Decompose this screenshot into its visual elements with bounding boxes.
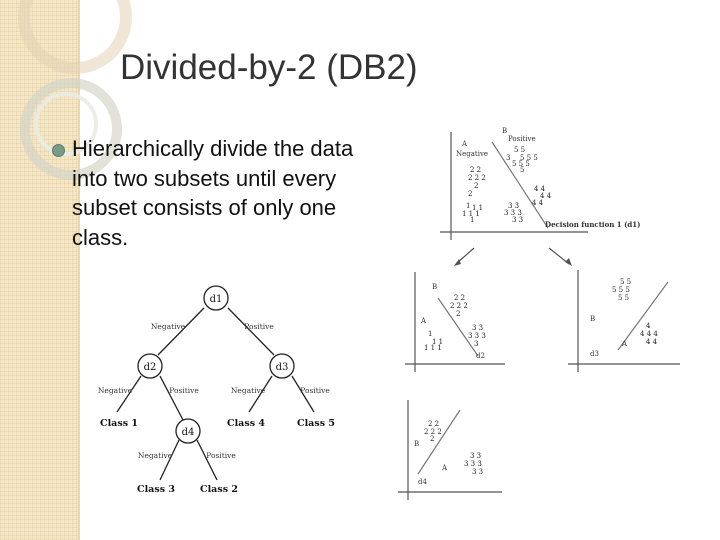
svg-text:4 4: 4 4: [532, 199, 544, 207]
leaf-class-2: Class 2: [200, 484, 238, 495]
d4-label-decision: d4: [418, 478, 427, 486]
svg-text:3 3: 3 3: [508, 202, 520, 210]
svg-text:5 5: 5 5: [514, 146, 526, 154]
svg-text:4: 4: [646, 322, 651, 330]
svg-text:1: 1: [466, 202, 471, 210]
svg-text:2 2: 2 2: [470, 166, 482, 174]
d2-label-decision: d2: [476, 352, 485, 360]
svg-text:2: 2: [456, 310, 461, 318]
d3-label-decision: d3: [590, 350, 599, 358]
scatter-markers: [424, 146, 658, 476]
svg-text:3 3 3: 3 3 3: [464, 460, 482, 468]
svg-text:2 2 2: 2 2 2: [424, 428, 442, 436]
main-decision-label: Decision function 1 (d1): [545, 220, 641, 229]
d2-label-b: B: [432, 283, 438, 291]
svg-text:5 5 5: 5 5 5: [612, 286, 630, 294]
svg-text:5: 5: [520, 166, 525, 174]
d2-label-a: A: [421, 317, 427, 325]
d4-label-a: A: [442, 464, 448, 472]
svg-text:1 1: 1 1: [432, 338, 444, 346]
node-d4: d4: [181, 427, 195, 438]
slide-title: Divided-by-2 (DB2): [120, 48, 418, 87]
svg-text:3: 3: [506, 154, 511, 162]
leaf-class-4: Class 4: [227, 418, 265, 429]
svg-text:5 5: 5 5: [620, 278, 632, 286]
svg-text:1 1 1: 1 1 1: [462, 210, 480, 218]
edge-d1-positive: Positive: [244, 322, 274, 331]
svg-text:2: 2: [468, 190, 473, 198]
svg-text:2 2: 2 2: [454, 294, 466, 302]
svg-text:1: 1: [428, 330, 433, 338]
svg-text:2 2 2: 2 2 2: [468, 174, 486, 182]
d3-label-b: B: [590, 315, 596, 323]
svg-text:3 3 3: 3 3 3: [468, 332, 486, 340]
main-label-a: A: [462, 140, 468, 148]
svg-text:3 3: 3 3: [472, 324, 484, 332]
edge-d3-negative: Negative: [230, 386, 266, 395]
leaf-class-3: Class 3: [137, 484, 175, 495]
d3-label-a: A: [622, 340, 628, 348]
svg-text:4 4: 4 4: [540, 192, 552, 200]
edge-d4-negative: Negative: [137, 451, 173, 460]
svg-text:2: 2: [430, 435, 435, 443]
svg-text:5 5 5: 5 5 5: [512, 160, 530, 168]
svg-text:1: 1: [470, 216, 475, 224]
svg-text:1 1: 1 1: [472, 204, 484, 212]
bullet-line-4: class.: [72, 224, 129, 250]
svg-text:3 3: 3 3: [470, 452, 482, 460]
bullet-line-3: subset consists of only one: [72, 195, 337, 220]
d4-label-b: B: [414, 440, 420, 448]
svg-text:2: 2: [474, 182, 479, 190]
svg-text:2 2: 2 2: [428, 420, 440, 428]
edge-d2-positive: Positive: [169, 386, 199, 395]
svg-text:5 5: 5 5: [618, 294, 630, 302]
svg-text:3 3: 3 3: [472, 468, 484, 476]
svg-text:5 5 5: 5 5 5: [520, 154, 538, 162]
node-d2: d2: [143, 362, 157, 373]
svg-text:3: 3: [474, 340, 479, 348]
edge-d3-positive: Positive: [300, 386, 330, 395]
svg-text:4 4: 4 4: [534, 185, 546, 193]
edge-d4-positive: Positive: [206, 451, 236, 460]
main-label-negative: Negative: [456, 150, 489, 158]
node-d3: d3: [275, 362, 289, 373]
leaf-class-1: Class 1: [100, 418, 138, 429]
edge-d1-negative: Negative: [150, 322, 186, 331]
main-label-positive: Positive: [508, 135, 536, 143]
leaf-class-5: Class 5: [297, 418, 335, 429]
node-d1: d1: [209, 294, 223, 305]
svg-text:4 4 4: 4 4 4: [640, 330, 658, 338]
main-label-b: B: [502, 127, 508, 135]
bullet-line-2: into two subsets until every: [72, 165, 337, 191]
svg-text:3 3 3: 3 3 3: [504, 209, 522, 217]
bullet-line-1: Hierarchically divide the data: [72, 136, 354, 161]
svg-text:1 1 1: 1 1 1: [424, 344, 442, 352]
svg-text:2 2 2: 2 2 2: [450, 302, 468, 310]
svg-text:3 3: 3 3: [512, 216, 524, 224]
svg-text:4 4: 4 4: [646, 338, 658, 346]
edge-d2-negative: Negative: [97, 386, 133, 395]
